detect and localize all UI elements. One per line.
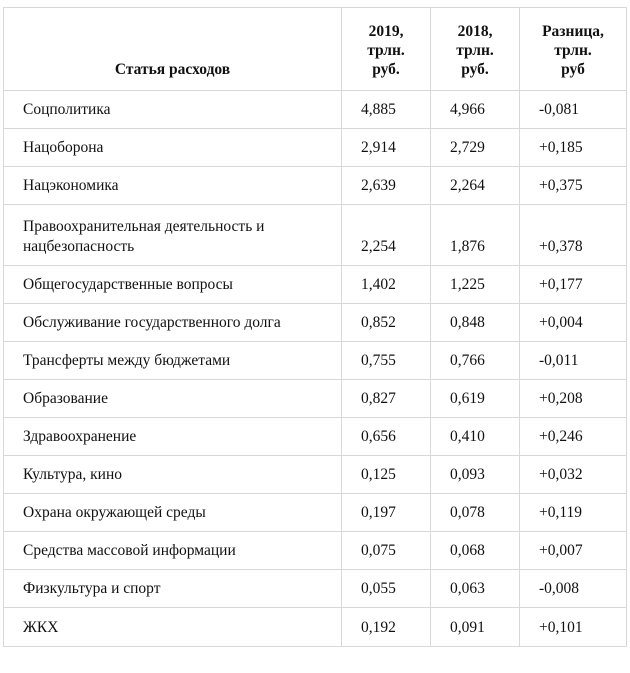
table-row [4,532,627,570]
cell-2019: 2,914 [342,129,431,167]
cell-diff: +0,246 [520,418,627,456]
cell-2019: 0,852 [342,304,431,342]
cell-diff: +0,177 [520,266,627,304]
header-diff [520,8,627,91]
expenses-table [3,7,627,647]
table-row [4,342,627,380]
cell-item: Охрана окружающей среды [4,494,342,532]
expenses-table-container [3,7,627,647]
header-2019-line-1: 2019, [368,23,404,40]
cell-item: Нацэкономика [4,167,342,205]
cell-2018: 0,093 [431,456,520,494]
cell-2019: 0,197 [342,494,431,532]
cell-item: Обслуживание государственного долга [4,304,342,342]
cell-2018: 2,264 [431,167,520,205]
cell-diff: +0,007 [520,532,627,570]
cell-item: Здравоохранение [4,418,342,456]
cell-item: Соцполитика [4,91,342,129]
header-2018-line-2: трлн. [456,42,494,59]
cell-item: Культура, кино [4,456,342,494]
cell-item: ЖКХ [4,608,342,647]
header-diff-line-3: руб [561,61,585,78]
cell-item: Средства массовой информации [4,532,342,570]
cell-2019: 0,125 [342,456,431,494]
cell-2019: 0,827 [342,380,431,418]
table-row [4,266,627,304]
table-row [4,205,627,266]
header-2019 [342,8,431,91]
header-diff-line-1: Разница, [542,23,604,40]
cell-diff: +0,378 [520,205,627,266]
header-2019-line-2: трлн. [367,42,405,59]
cell-item: Трансферты между бюджетами [4,342,342,380]
header-2018-line-3: руб. [461,61,489,78]
cell-2019: 0,192 [342,608,431,647]
header-row [4,8,627,91]
cell-2018: 2,729 [431,129,520,167]
table-row [4,456,627,494]
table-row [4,129,627,167]
cell-2019: 4,885 [342,91,431,129]
cell-2018: 1,876 [431,205,520,266]
cell-2018: 1,225 [431,266,520,304]
cell-item: Физкультура и спорт [4,570,342,608]
cell-2019: 0,055 [342,570,431,608]
cell-2018: 0,078 [431,494,520,532]
cell-diff: +0,119 [520,494,627,532]
cell-diff: +0,185 [520,129,627,167]
table-row [4,608,627,647]
table-row [4,91,627,129]
header-item-text: Статья расходов [114,61,231,78]
cell-2019: 0,656 [342,418,431,456]
cell-diff: +0,004 [520,304,627,342]
cell-2018: 0,619 [431,380,520,418]
header-2019-line-3: руб. [372,61,400,78]
cell-2019: 0,075 [342,532,431,570]
table-row [4,167,627,205]
cell-diff: +0,032 [520,456,627,494]
cell-2019: 1,402 [342,266,431,304]
cell-diff: +0,375 [520,167,627,205]
cell-2018: 0,063 [431,570,520,608]
header-item [4,8,342,91]
cell-diff: +0,101 [520,608,627,647]
table-row [4,570,627,608]
cell-diff: -0,008 [520,570,627,608]
cell-item: Нацоборона [4,129,342,167]
cell-item: Правоохранительная деятельность и нацбезопасность [4,205,342,266]
cell-2018: 0,766 [431,342,520,380]
cell-2018: 0,848 [431,304,520,342]
cell-2018: 0,068 [431,532,520,570]
cell-2019: 2,639 [342,167,431,205]
cell-diff: -0,081 [520,91,627,129]
header-2018 [431,8,520,91]
header-2018-line-1: 2018, [457,23,493,40]
cell-2019: 2,254 [342,205,431,266]
cell-2018: 0,410 [431,418,520,456]
cell-2019: 0,755 [342,342,431,380]
table-row [4,418,627,456]
header-diff-line-2: трлн. [554,42,592,59]
cell-diff: -0,011 [520,342,627,380]
cell-item: Общегосударственные вопросы [4,266,342,304]
cell-item: Образование [4,380,342,418]
cell-diff: +0,208 [520,380,627,418]
table-row [4,380,627,418]
cell-2018: 0,091 [431,608,520,647]
table-row [4,304,627,342]
cell-2018: 4,966 [431,91,520,129]
table-row [4,494,627,532]
